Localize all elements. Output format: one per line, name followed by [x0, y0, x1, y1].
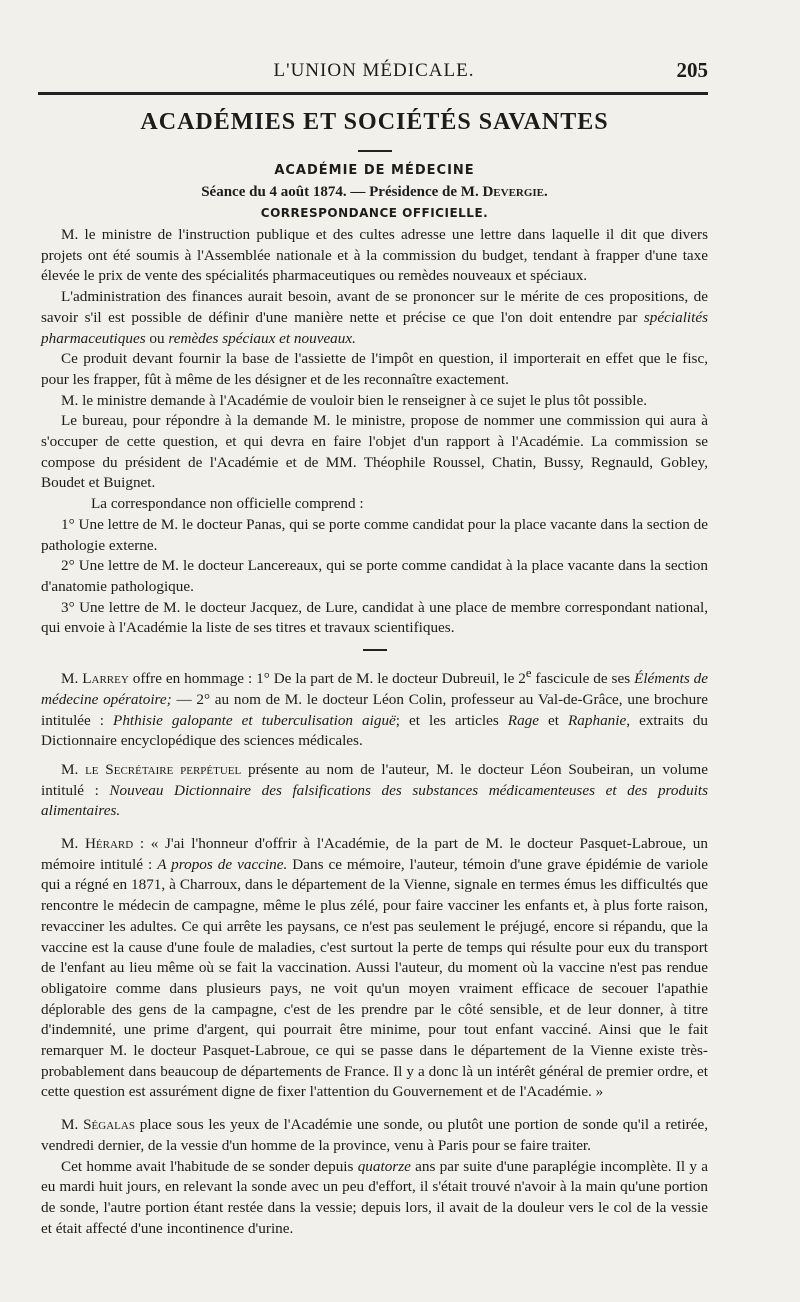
- official-p2-italic-2: remèdes spéciaux et nouveaux.: [168, 329, 356, 347]
- herard-italic-1: A propos de vaccine.: [157, 855, 288, 873]
- spacer: [41, 752, 708, 760]
- secretaire-paragraph: [41, 760, 708, 822]
- secretaire-text-1: présente au nom de l'auteur, M. le docteur Léon Soubeiran, un volume intitulé :: [41, 760, 708, 799]
- herard-text-2: Dans ce mémoire, l'auteur, témoin d'une grave épidémie de variole qui a régné en 1871, à Charroux, dans le département de la Vienne, signale en termes émus les difficultés que rencontre le médecin de campagne, même le plus zélé, pour faire vacciner les enfants et, à plus forte raison, revacciner les adultes. Ce qui arrête les paysans, ce n'est pas seulement le préjugé, encore si répandu, que la vaccine est la cause d'une foule de maladies, c'est surtout la perte de temps qui résulte pour eux du transport de l'enfant au lieu même où se fait la vaccination. Aussi l'auteur, du moment où la vaccine n'est pas rendue obligatoire comme dans plusieurs pays, ne voit qu'un moyen vraiment efficace de secouer l'apathie déplorable des gens de la campagne, c'est de les prendre par le côté sensible, et de leur donner, à titre d'indemnité, une prime d'argent, qui pourrait être minime, pour tout enfant vacciné. Ainsi que le fait remarquer M. le docteur Pasquet-Labroue, ce qui se passe dans le département de la Vienne existe très-probablement dans beaucoup de départements de France. Il y a donc là un intérêt général de premier ordre, et cette question est assurément digne de fixer l'attention du Gouvernement et de l'Académie. »: [41, 855, 708, 1101]
- running-title: L'UNION MÉDICALE.: [273, 60, 475, 81]
- official-paragraph-3: Ce produit devant fournir la base de l'assiette de l'impôt en question, il importerait en effet que le fisc, pour les frapper, fût à même de les désigner et de les reconnaître exactement.: [41, 350, 708, 388]
- correspondence-heading: CORRESPONDANCE OFFICIELLE.: [260, 206, 489, 220]
- secretaire-italic-1: Nouveau Dictionnaire des falsifications des substances médicamenteuses et des produits alimentaires.: [41, 781, 709, 820]
- unofficial-item-3: 3° Une lettre de M. le docteur Jacquez, de Lure, candidat à une place de membre correspondant national, qui envoie à l'Académie la liste de ses titres et travaux scientifiques.: [41, 598, 708, 637]
- page-header: [40, 58, 708, 86]
- larrey-text-5: et: [539, 711, 569, 729]
- larrey-italic-1: Éléments de médecine opératoire;: [41, 670, 708, 708]
- larrey-name: M. Larrey: [61, 670, 129, 688]
- official-paragraph-4: M. le ministre demande à l'Académie de vouloir bien le renseigner à ce sujet le plus tôt possible.: [61, 391, 648, 409]
- larrey-text-4: ; et les articles: [395, 711, 508, 729]
- page-number: 205: [676, 58, 708, 82]
- session-prefix: Séance du 4 août 1874. — Présidence de M.: [201, 184, 483, 200]
- official-p2-text-b: ou: [145, 329, 169, 347]
- larrey-italic-4: Raphanie: [568, 711, 627, 729]
- official-p2-text-a: L'administration des finances aurait besoin, avant de se prononcer sur le mérite de ces propositions, de savoir s'il est possible de définir d'une manière nette et précise ce que l'on doit entendre par: [41, 288, 708, 326]
- official-paragraph-5: Le bureau, pour répondre à la demande M. le ministre, propose de nommer une commission qui aura à s'occuper de cette question, et qui devra en faire l'objet d'un rapport à l'Académie. La commission se compose du président de l'Académie et de MM. Théophile Roussel, Chatin, Bussy, Regnauld, Gobley, Boudet et Buignet.: [41, 412, 708, 492]
- larrey-text-3: — 2° au nom de M. le docteur Léon Colin, professeur au Val-de-Grâce, une brochure intitulée :: [41, 690, 708, 729]
- segalas-name: M. Ségalas: [61, 1116, 135, 1134]
- official-p2-italic-1: spécialités pharmaceutiques: [41, 308, 708, 347]
- herard-paragraph: [41, 834, 708, 1103]
- session-line: [41, 182, 708, 203]
- unofficial-intro: La correspondance non officielle comprend :: [91, 495, 364, 513]
- page-body: [41, 108, 708, 1239]
- unofficial-item-2: 2° Une lettre de M. le docteur Lancereaux, qui se porte comme candidat à la place vacante dans la section d'anatomie pathologique.: [41, 557, 708, 595]
- herard-text-1: : « J'ai l'honneur d'offrir à l'Académie, de la part de M. le docteur Pasquet-Labroue, un mémoire intitulé :: [41, 835, 708, 873]
- herard-name: M. Hérard: [61, 835, 134, 853]
- larrey-superscript: e: [525, 666, 532, 681]
- segalas-text-2b: ans par suite d'une paraplégie incomplète. Il y a eu mardi huit jours, en relevant la sonde avec un peu d'effort, il s'était trouvé n'avoir à la main qu'une portion de sonde, l'autre portion étant restée dans la vessie; depuis lors, il avait de la douleur vers le col de la vessie et était affecté d'une incontinence d'urine.: [41, 1157, 708, 1237]
- larrey-paragraph: [41, 663, 708, 752]
- segalas-text-2a: Cet homme avait l'habitude de se sonder depuis: [61, 1157, 358, 1175]
- section-title: ACADÉMIES ET SOCIÉTÉS SAVANTES: [140, 109, 609, 135]
- spacer: [41, 1103, 708, 1115]
- larrey-text-6: , extraits du Dictionnaire encyclopédique des sciences médicales.: [41, 711, 708, 750]
- unofficial-item-1: 1° Une lettre de M. le docteur Panas, qui se porte comme candidat pour la place vacante dans la section de pathologie externe.: [41, 515, 708, 554]
- spacer: [41, 822, 708, 834]
- larrey-text-1: offre en hommage : 1° De la part de M. le docteur Dubreuil, le 2: [128, 670, 526, 688]
- session-president: Devergie: [482, 184, 545, 200]
- official-paragraph-2: [41, 287, 708, 349]
- session-suffix: .: [544, 184, 548, 200]
- larrey-text-2: fascicule de ses: [531, 670, 635, 688]
- segalas-text-1: place sous les yeux de l'Académie une sonde, ou plutôt une portion de sonde qu'il a retirée, vendredi dernier, de la vessie d'un homme de la province, venu à Paris pour se faire traiter.: [41, 1116, 708, 1154]
- larrey-italic-3: Rage: [507, 711, 540, 729]
- academy-title: ACADÉMIE DE MÉDECINE: [274, 163, 475, 178]
- segalas-italic: quatorze: [357, 1157, 411, 1175]
- section-separator: [363, 649, 387, 651]
- segalas-paragraph-2: [41, 1157, 708, 1240]
- official-paragraph-1: M. le ministre de l'instruction publique et des cultes adresse une lettre dans laquelle il dit que divers projets ont été soumis à l'Assemblée nationale et à la commission du budget, tendant à frapper d'une taxe élevée le prix de vente des spécialités pharmaceutiques ou remèdes nouveaux et spéciaux.: [41, 226, 708, 285]
- title-separator: [358, 150, 392, 152]
- secretaire-name: M. le Secrétaire perpétuel: [61, 760, 242, 778]
- header-rule: [38, 92, 708, 95]
- larrey-italic-2: Phthisie galopante et tuberculisation aiguë: [113, 711, 396, 729]
- segalas-paragraph-1: [41, 1115, 708, 1156]
